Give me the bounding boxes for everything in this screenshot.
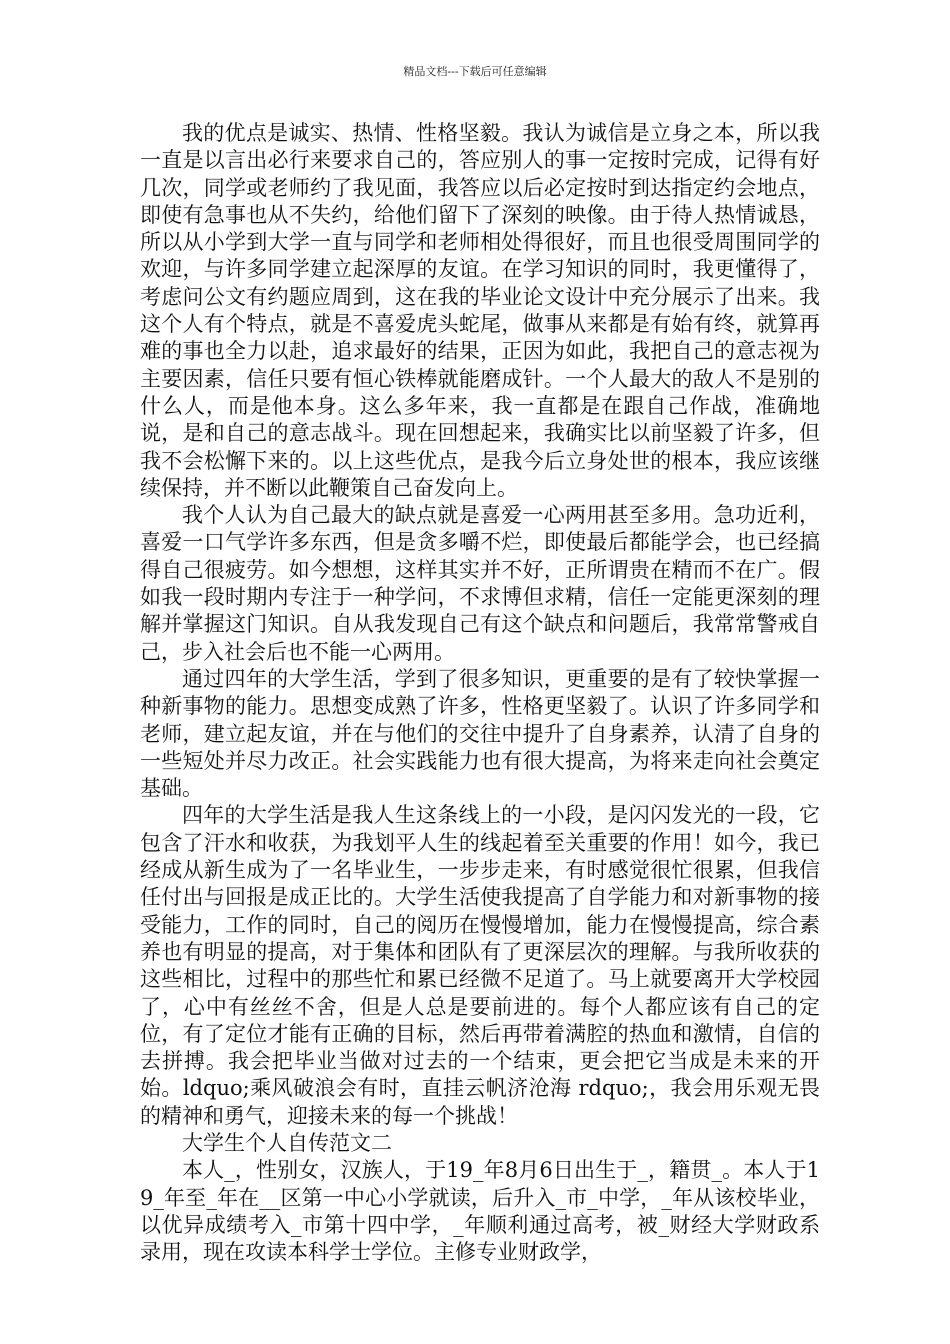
paragraph-growth: 通过四年的大学生活，学到了很多知识，更重要的是有了较快掌握一种新事物的能力。思想变成熟了许多，性格更坚毅了。认识了许多同学和老师，建立起友谊，并在与他们的交往中提升了自身素养，认清了自身的一些短处并尽力改正。社会实践能力也有很大提高，为将来走向社会奠定基础。 bbox=[140, 666, 820, 801]
paragraph-weaknesses: 我个人认为自己最大的缺点就是喜爱一心两用甚至多用。急功近利，喜爱一口气学许多东西，但是贪多嚼不烂，即使最后都能学会，也已经搞得自己很疲劳。如今想想，这样其实并不好，正所谓贵在精而不在广。假如我一段时期内专注于一种学问，不求博但求精，信任一定能更深刻的理解并掌握这门知识。自从我发现自己有这个缺点和问题后，我常常警戒自己，步入社会后也不能一心两用。 bbox=[140, 503, 820, 664]
page-header: 精品文档---下载后可任意编辑 bbox=[403, 65, 547, 78]
document-body bbox=[140, 120, 820, 1266]
paragraph-reflection: 四年的大学生活是我人生这条线上的一小段，是闪闪发光的一段，它包含了汗水和收获，为我划平人生的线起着至关重要的作用！如今，我已经成从新生成为了一名毕业生，一步步走来，有时感觉很忙很累，但我信任付出与回报是成正比的。大学生活使我提高了自学能力和对新事物的接受能力，工作的同时，自己的阅历在慢慢增加，能力在慢慢提高，综合素养也有明显的提高，对于集体和团队有了更深层次的理解。与我所收获的这些相比，过程中的那些忙和累已经微不足道了。马上就要离开大学校园了，心中有丝丝不舍，但是人总是要前进的。每个人都应该有自己的定位，有了定位才能有正确的目标，然后再带着满腔的热血和激情，自信的去拼搏。我会把毕业当做对过去的一个结束，更会把它当成是未来的开始。ldquo;乘风破浪会有时，直挂云帆济沧海 rdquo;，我会用乐观无畏的精神和勇气，迎接未来的每一个挑战！ bbox=[140, 803, 820, 1128]
paragraph-biography: 本人_，性别女，汉族人，于19_年8月6日出生于_，籍贯_。本人于19_年至_年在__区第一中心小学就读，后升入_市_中学，_年从该校毕业，以优异成绩考入_市第十四中学，_年顺利通过高考，被_财经大学财政系录用，现在攻读本科学士学位。主修专业财政学， bbox=[140, 1158, 820, 1265]
paragraph-strengths: 我的优点是诚实、热情、性格坚毅。我认为诚信是立身之本，所以我一直是以言出必行来要求自己的，答应别人的事一定按时完成，记得有好几次，同学或老师约了我见面，我答应以后必定按时到达指定约会地点，即使有急事也从不失约，给他们留下了深刻的映像。由于待人热情诚恳，所以从小学到大学一直与同学和老师相处得很好，而且也很受周围同学的欢迎，与许多同学建立起深厚的友谊。在学习知识的同时，我更懂得了，考虑问公文有约题应周到，这在我的毕业论文设计中充分展示了出来。我这个人有个特点，就是不喜爱虎头蛇尾，做事从来都是有始有终，就算再难的事也全力以赴，追求最好的结果，正因为如此，我把自己的意志视为主要因素，信任只要有恒心铁棒就能磨成针。一个人最大的敌人不是别的什么人，而是他本身。这么多年来，我一直都是在跟自己作战，准确地说，是和自己的意志战斗。现在回想起来，我确实比以前坚毅了许多，但我不会松懈下来的。以上这些优点，是我今后立身处世的根本，我应该继续保持，并不断以此鞭策自己奋发向上。 bbox=[140, 121, 820, 500]
section-title: 大学生个人自传范文二 bbox=[182, 1130, 392, 1155]
